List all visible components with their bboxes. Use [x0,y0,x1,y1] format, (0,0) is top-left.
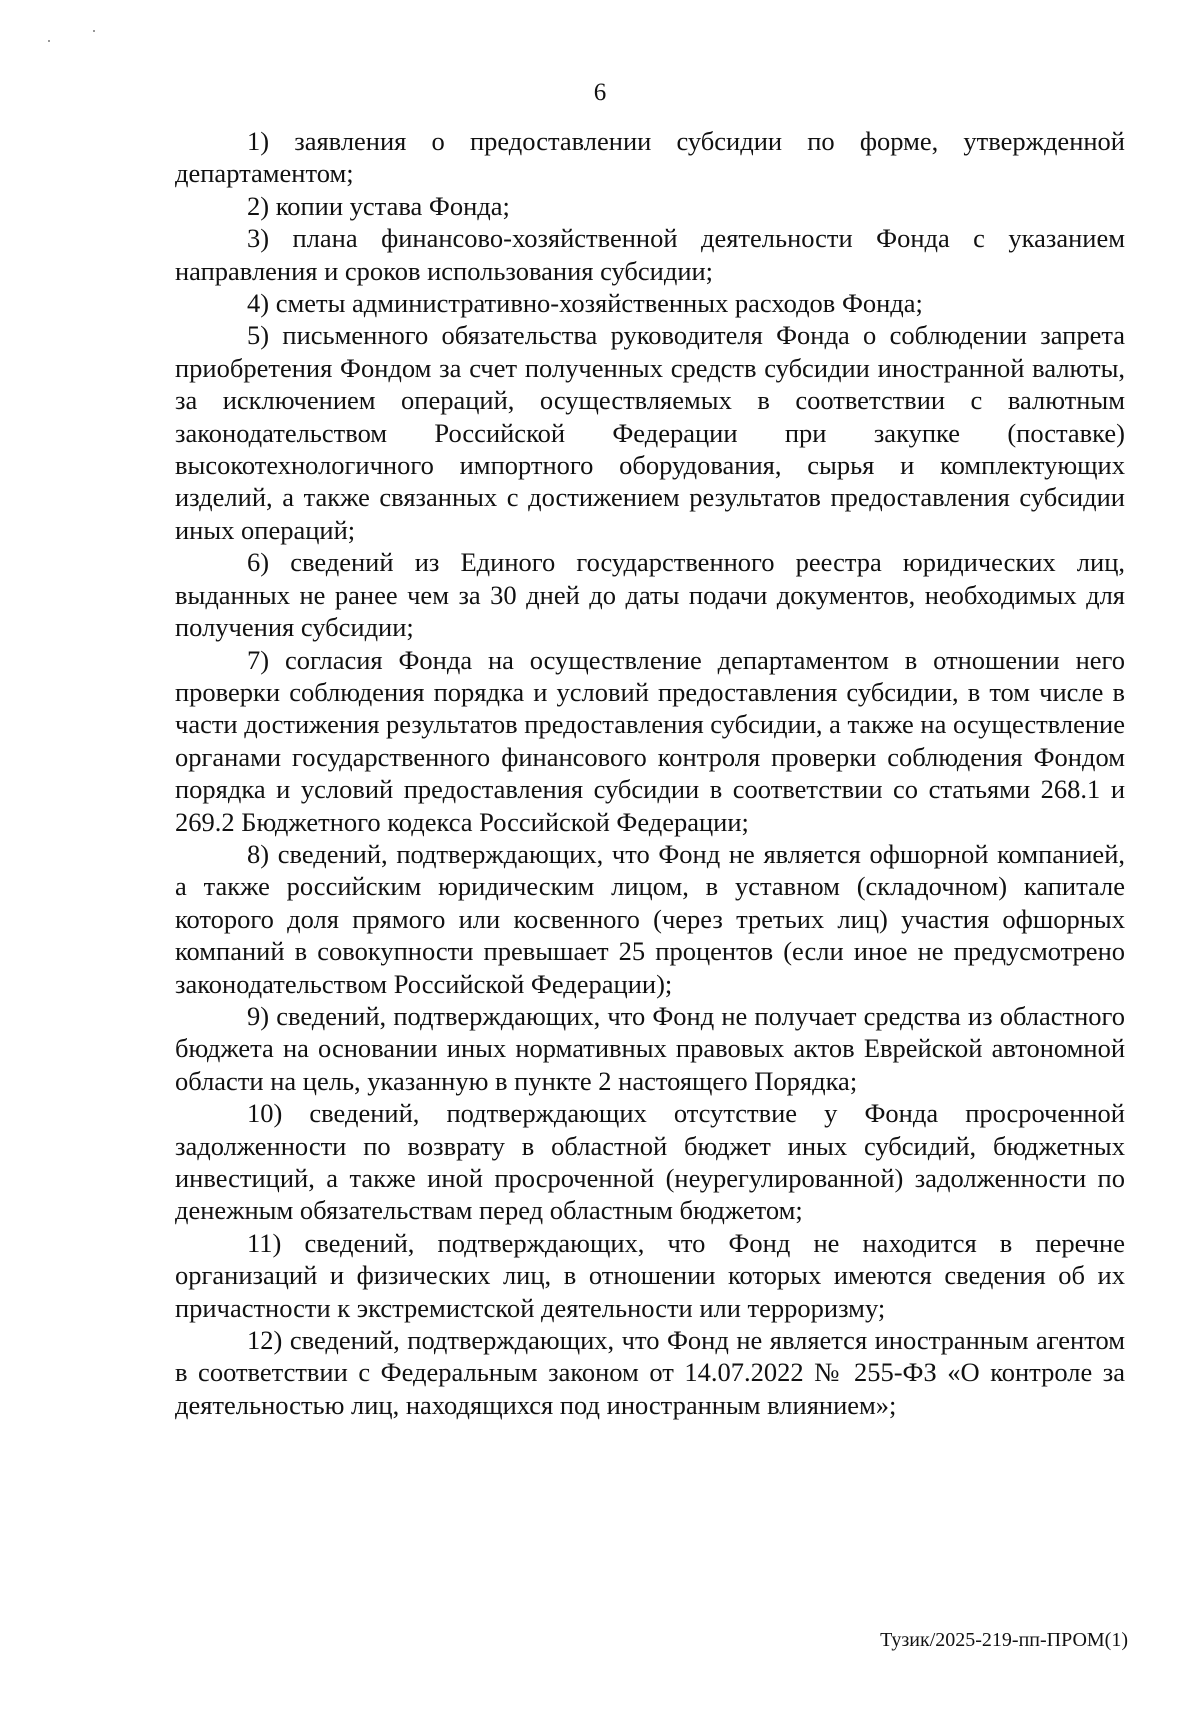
scan-speck [93,30,95,32]
list-item-12: 12) сведений, подтверждающих, что Фонд не является иностранным агентом в соответствии с Федеральным законом от 14.07.2022 № 255-ФЗ «О контроле за деятельностью лиц, находящихся под иностранным влиянием»; [175,1325,1125,1420]
list-item-6: 6) сведений из Единого государственного реестра юридических лиц, выданных не ранее чем за 30 дней до даты подачи документов, необходимых для получения субсидии; [175,547,1125,643]
list-item-10: 10) сведений, подтверждающих отсутствие у Фонда просроченной задолженности по возврату в областной бюджет иных субсидий, бюджетных инвестиций, а также иной просроченной (неурегулированной) задолженности по денежным обязательствам перед областным бюджетом; [175,1098,1125,1226]
list-item-1: 1) заявления о предоставлении субсидии по форме, утвержденной департаментом; [175,126,1125,189]
list-item-7: 7) согласия Фонда на осуществление департаментом в отношении него проверки соблюдения порядка и условий предоставления субсидии, в том числе в части достижения результатов предоставления субсидии, а также на осуществление органами государственного финансового контроля проверки соблюдения Фондом порядка и условий предоставления субсидии в соответствии со статьями 268.1 и 269.2 Бюджетного кодекса Российской Федерации; [175,644,1125,837]
document-body [175,125,1125,1421]
list-item-4: 4) сметы административно-хозяйственных расходов Фонда; [247,288,923,319]
list-item-3: 3) плана финансово-хозяйственной деятельности Фонда с указанием направления и сроков использования субсидии; [175,223,1125,286]
document-footer-code: Тузик/2025-219-пп-ПРОМ(1) [880,1629,1128,1651]
scan-speck [48,40,50,42]
list-item-5: 5) письменного обязательства руководителя Фонда о соблюдении запрета приобретения Фондом за счет полученных средств субсидии иностранной валюты, за исключением операций, осуществляемых в соответствии с валютным законодательством Российской Федерации при закупке (поставке) высокотехнологичного импортного оборудования, сырья и комплектующих изделий, а также связанных с достижением результатов предоставления субсидии иных операций; [175,320,1125,545]
list-item-9: 9) сведений, подтверждающих, что Фонд не получает средства из областного бюджета на основании иных нормативных правовых актов Еврейской автономной области на цель, указанную в пункте 2 настоящего Порядка; [175,1000,1125,1096]
list-item-11: 11) сведений, подтверждающих, что Фонд не находится в перечне организаций и физических лиц, в отношении которых имеются сведения об их причастности к экстремистской деятельности или терроризму; [175,1227,1125,1323]
page-number: 6 [593,79,607,106]
list-item-8: 8) сведений, подтверждающих, что Фонд не является офшорной компанией, а также российским юридическим лицом, в уставном (складочном) капитале которого доля прямого или косвенного (через третьих лиц) участия офшорных компаний в совокупности превышает 25 процентов (если иное не предусмотрено законодательством Российской Федерации); [175,838,1125,999]
list-item-2: 2) копии устава Фонда; [247,190,510,221]
